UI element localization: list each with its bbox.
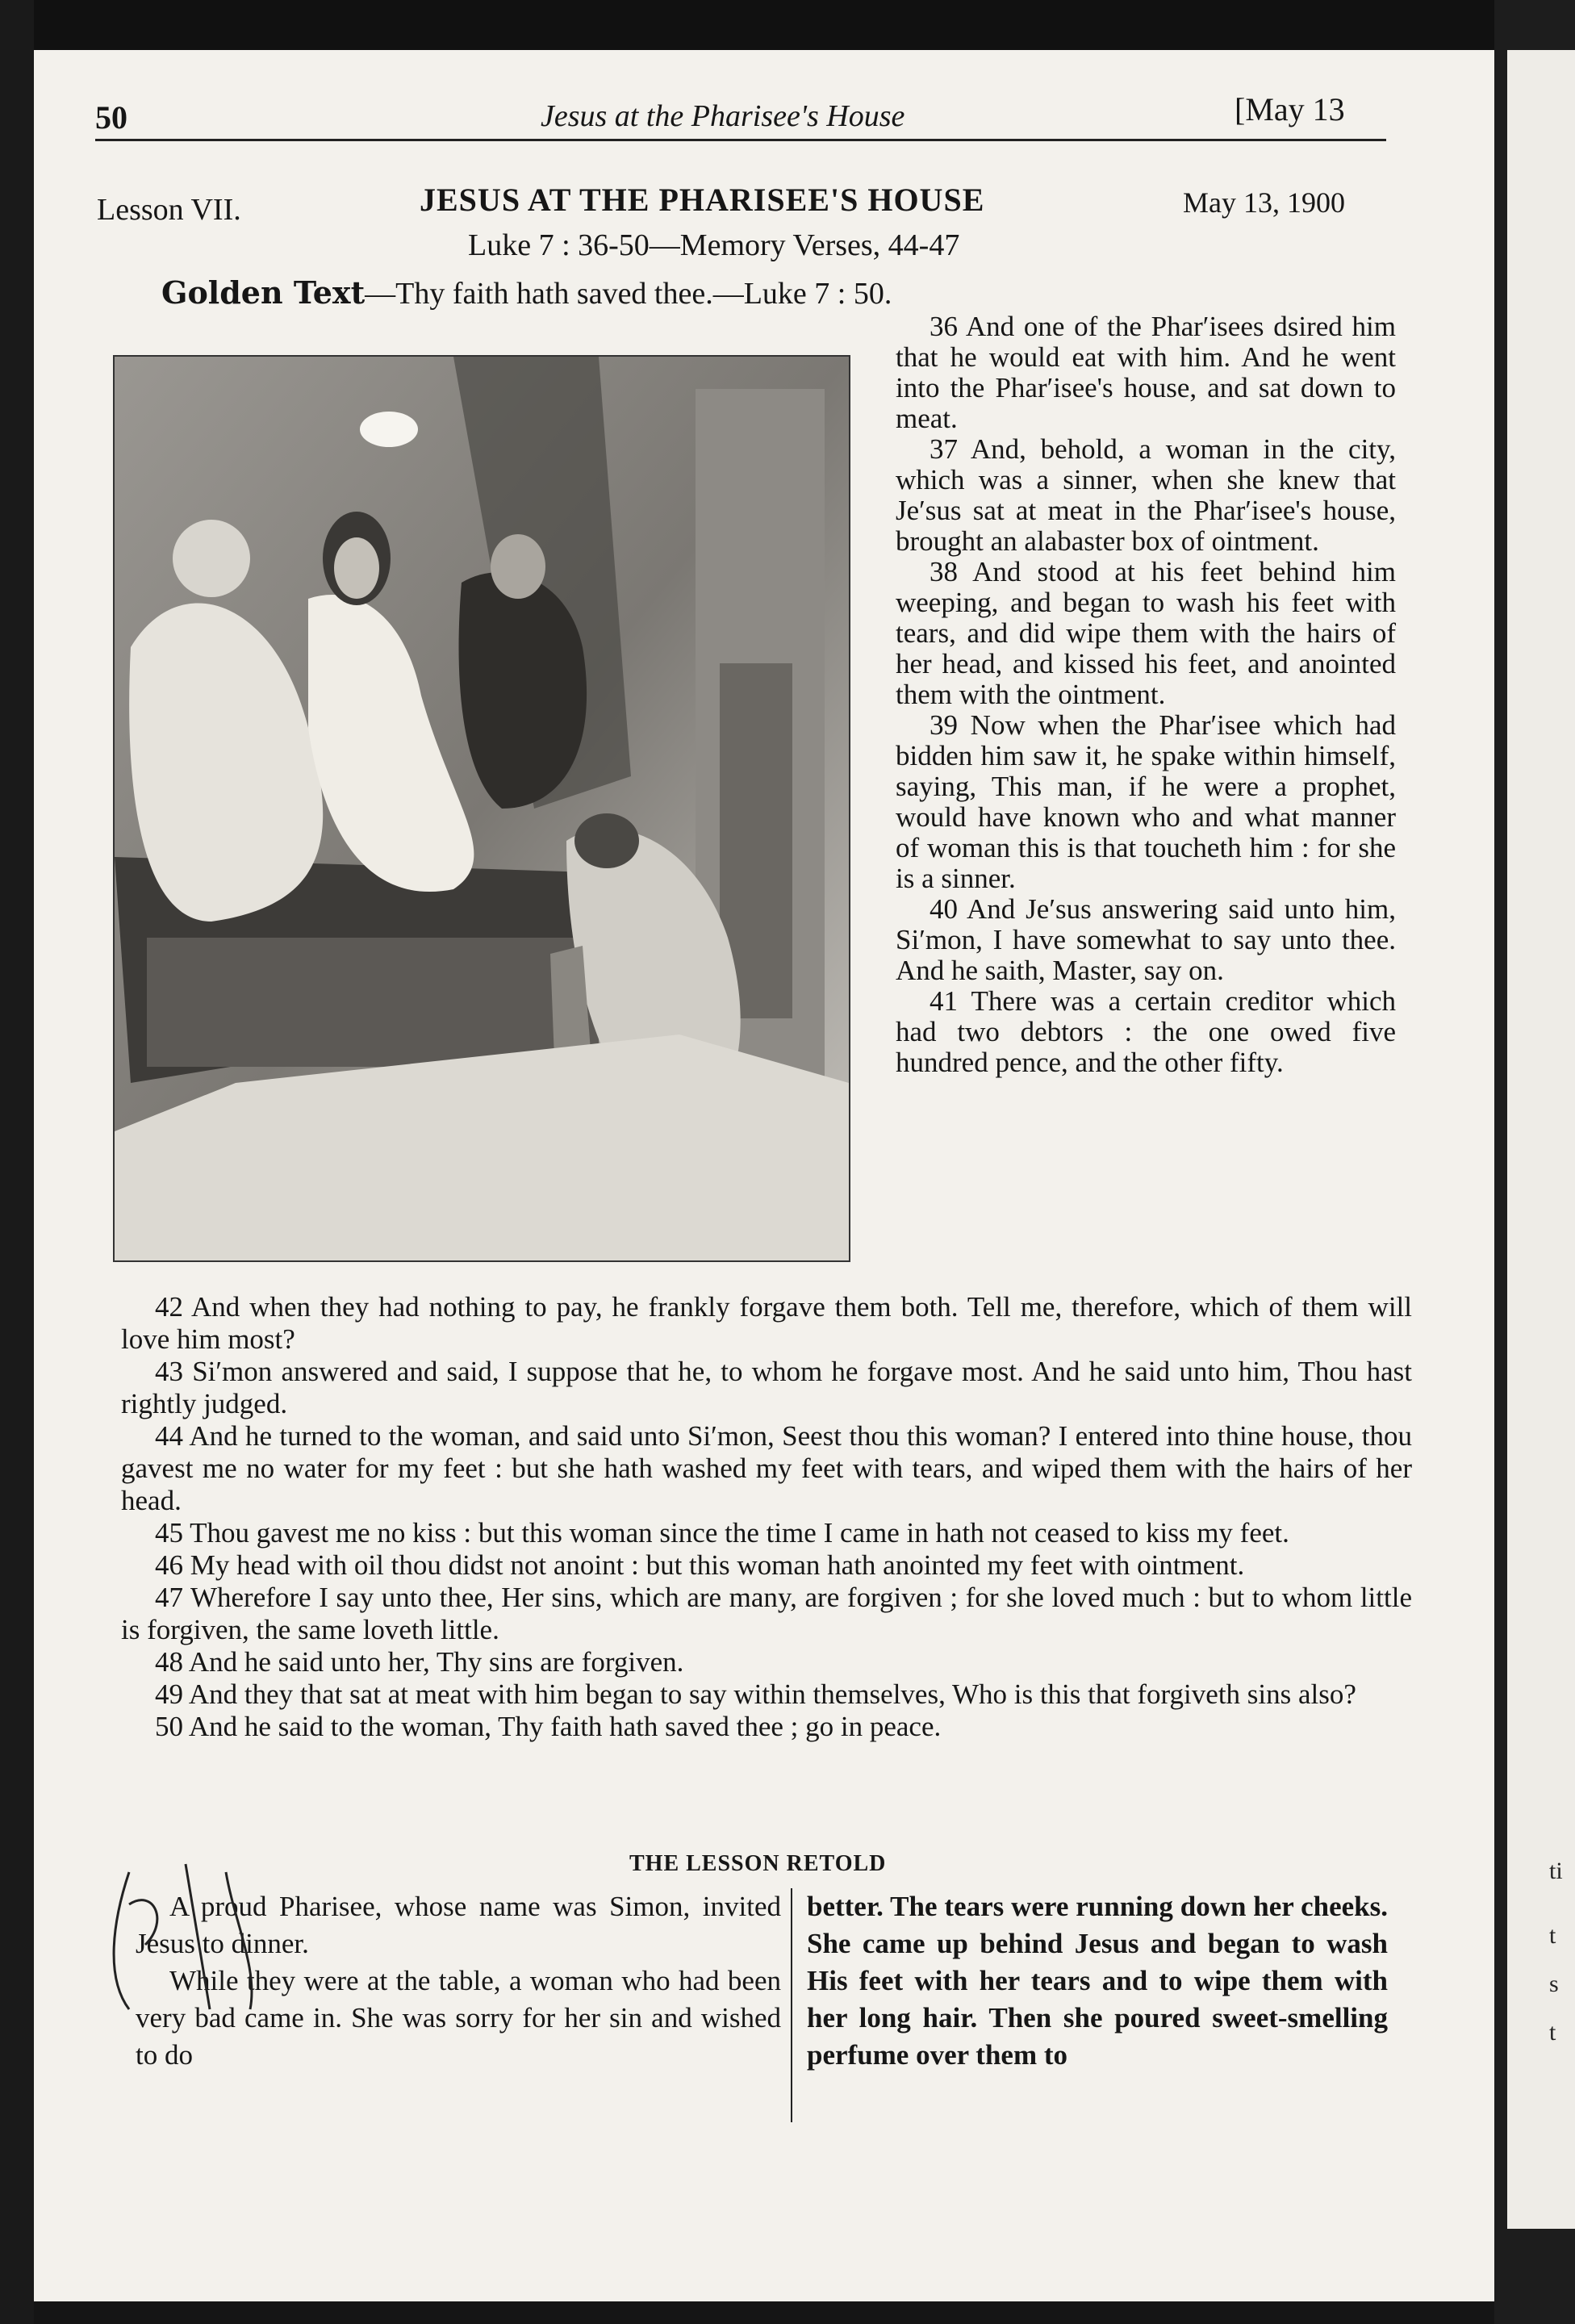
scripture-reference: Luke 7 : 36-50—Memory Verses, 44-47 [468, 228, 960, 262]
verse-50: 50 And he said to the woman, Thy faith hath saved thee ; go in peace. [155, 1711, 942, 1742]
retold-paragraph-2: While they were at the table, a woman who had been very bad came in. She was sorry for her sin and wished to do [136, 1965, 781, 2071]
lesson-number: Lesson VII. [97, 193, 241, 227]
golden-text-body: —Thy faith hath saved thee.—Luke 7 : 50. [365, 277, 892, 311]
running-title: Jesus at the Pharisee's House [541, 99, 905, 133]
running-date: [May 13 [1235, 91, 1345, 127]
verse-38: 38 And stood at his feet behind him weeping, and began to wash his feet with tears, and did wipe them with the hairs of her head, and kissed his feet, and anointed them with the ointment. [896, 556, 1396, 710]
verse-45: 45 Thou gavest me no kiss : but this woman since the time I came in hath not ceased to kiss my feet. [155, 1517, 1289, 1549]
verse-47: 47 Wherefore I say unto thee, Her sins, which are many, are forgiven ; for she loved much : but to whom little is forgiven, the same loveth little. [121, 1582, 1412, 1645]
verse-42: 42 And when they had nothing to pay, he frankly forgave them both. Tell me, therefore, which of them will love him most? [121, 1291, 1412, 1355]
lesson-title: JESUS AT THE PHARISEE'S HOUSE [420, 182, 985, 218]
book-binding [0, 0, 34, 2324]
verse-46: 46 My head with oil thou didst not anoint : but this woman hath anointed my feet with ointment. [155, 1549, 1245, 1581]
verse-40: 40 And Je′sus answering said unto him, Si′mon, I have somewhat to say unto thee. And he saith, Master, say on. [896, 893, 1396, 986]
illustration-jesus-at-table [113, 355, 850, 1262]
page-number: 50 [95, 99, 127, 136]
verse-37: 37 And, behold, a woman in the city, which was a sinner, when she knew that Je′sus sat at meat in the Phar′isee's house, brought an alabaster box of ointment. [896, 433, 1396, 557]
header-rule [95, 139, 1386, 141]
pencil-mark-annotation [97, 1856, 282, 2017]
adjacent-page-edge: ti t s t [1507, 50, 1575, 2229]
verse-44: 44 And he turned to the woman, and said unto Si′mon, Seest thou this woman? I entered into thine house, thou gavest me no water for my feet : but she hath washed my feet with tears, and wiped them with the hairs of her head. [121, 1420, 1412, 1516]
verse-49: 49 And they that sat at meat with him began to say within themselves, Who is this that forgiveth sins also? [155, 1678, 1356, 1710]
verses-full-width [121, 1291, 1412, 1743]
verse-36: 36 And one of the Phar′isees dsired him that he would eat with him. And he went into the Phar′isee's house, and sat down to meat. [896, 311, 1396, 434]
column-divider [791, 1888, 792, 2122]
retold-paragraph-1: A proud Pharisee, whose name was Simon, invited Jesus to dinner. [136, 1891, 781, 1959]
lesson-date: May 13, 1900 [1183, 186, 1345, 219]
golden-text [161, 274, 892, 311]
scan-top-border [0, 0, 1575, 50]
retold-right-column [807, 1888, 1388, 2074]
retold-paragraph-3: better. The tears were running down her cheeks. She came up behind Jesus and began to wash His feet with her tears and to wipe them with her long hair. Then she poured sweet-smelling perfume over them to [807, 1891, 1388, 2071]
verse-43: 43 Si′mon answered and said, I suppose that he, to whom he forgave most. And he said unto him, Thou hast rightly judged. [121, 1356, 1412, 1419]
verses-right-column [896, 311, 1396, 1078]
golden-text-label: Golden Text [161, 274, 366, 311]
retold-heading: THE LESSON RETOLD [629, 1851, 887, 1876]
verse-41: 41 There was a certain creditor which had two debtors : the one owed five hundred pence, and the other fifty. [896, 985, 1396, 1078]
verse-48: 48 And he said unto her, Thy sins are forgiven. [155, 1646, 684, 1678]
verse-39: 39 Now when the Phar′isee which had bidden him saw it, he spake within himself, saying, This man, if he were a prophet, would have known who and what manner of woman this is that toucheth him : for she is a sinner. [896, 709, 1396, 894]
